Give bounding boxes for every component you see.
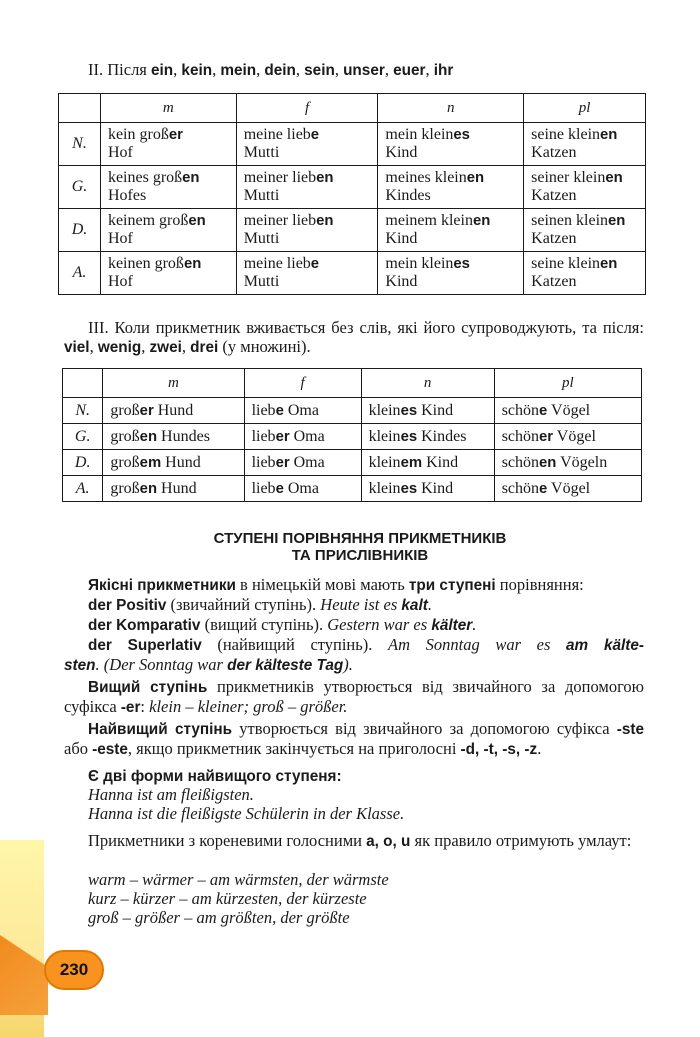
degrees-paragraph: Якісні прикметники в німецькій мові мають три ступені порівняння: der Positiv (звичайний ступінь). Heute ist es kalt. der Komparativ (вищий ступінь). Gestern war es kälter. der Superlativ (найвищий ступінь). Am Sonntag war es am kälte- sten. (Der Sonntag war der kälteste Tag).: [64, 575, 644, 674]
table-cell: lieber Oma: [244, 450, 361, 476]
header-f: f: [236, 94, 378, 123]
table-cell: mein kleines Kind: [378, 252, 524, 295]
case-label: A.: [63, 476, 103, 502]
table-cell: kleines Kind: [361, 398, 494, 424]
table-cell: großen Hundes: [103, 424, 244, 450]
header-m: m: [100, 94, 236, 123]
section-heading: [100, 530, 620, 564]
two-forms-title: Є дві форми найвищого ступеня:: [88, 768, 342, 785]
table-row: [63, 398, 642, 424]
declension-table-possessive: [58, 93, 646, 295]
table-cell: meiner lieben Mutti: [236, 166, 378, 209]
table-cell: liebe Oma: [244, 476, 361, 502]
example-line: groß – größer – am größten, der größte: [88, 908, 350, 927]
table-cell: kleines Kind: [361, 476, 494, 502]
table-cell: schöne Vögel: [494, 476, 641, 502]
case-label: D.: [59, 209, 101, 252]
table-cell: meinem kleinen Kind: [378, 209, 524, 252]
table-header-row: [63, 369, 642, 398]
header-f: f: [244, 369, 361, 398]
table-cell: seinen kleinen Katzen: [524, 209, 646, 252]
table-cell: meine liebe Mutti: [236, 123, 378, 166]
case-label: G.: [59, 166, 101, 209]
example-line: warm – wärmer – am wärmsten, der wärmste: [88, 870, 389, 889]
table-row: [59, 252, 646, 295]
page-number: 230: [44, 950, 104, 990]
table-cell: keinem großen Hof: [100, 209, 236, 252]
table-cell: lieber Oma: [244, 424, 361, 450]
table-row: [59, 166, 646, 209]
table-header-row: [59, 94, 646, 123]
table-cell: großer Hund: [103, 398, 244, 424]
header-pl: pl: [524, 94, 646, 123]
table-cell: meiner lieben Mutti: [236, 209, 378, 252]
table-cell: meines kleinen Kindes: [378, 166, 524, 209]
section-2-heading: II. Після ein, kein, mein, dein, sein, unser, euer, ihr: [88, 60, 454, 79]
umlaut-paragraph: Прикметники з кореневими голосними a, o, u як правило отримують умлаут:: [88, 831, 632, 850]
example-line: Hanna ist die fleißigste Schülerin in der Klasse.: [88, 804, 405, 823]
table-cell: meine liebe Mutti: [236, 252, 378, 295]
table-row: [63, 476, 642, 502]
table-cell: kleinem Kind: [361, 450, 494, 476]
table-cell: schöne Vögel: [494, 398, 641, 424]
table-row: [59, 123, 646, 166]
table-cell: schöner Vögel: [494, 424, 641, 450]
comparative-paragraph: Вищий ступінь прикметників утворюється від звичайного за допомогою суфікса -er: klein – kleiner; groß – größer.: [64, 677, 645, 716]
table-cell: mein kleines Kind: [378, 123, 524, 166]
table-cell: kleines Kindes: [361, 424, 494, 450]
case-label: D.: [63, 450, 103, 476]
header-m: m: [103, 369, 244, 398]
case-label: N.: [59, 123, 101, 166]
example-line: kurz – kürzer – am kürzesten, der kürzeste: [88, 889, 367, 908]
table-cell: schönen Vögeln: [494, 450, 641, 476]
table-cell: keinen großen Hof: [100, 252, 236, 295]
table-row: [63, 450, 642, 476]
table-row: [59, 209, 646, 252]
header-pl: pl: [494, 369, 641, 398]
table-cell: keines großen Hofes: [100, 166, 236, 209]
table-cell: seiner kleinen Katzen: [524, 166, 646, 209]
table-cell: liebe Oma: [244, 398, 361, 424]
case-label: N.: [63, 398, 103, 424]
header-n: n: [361, 369, 494, 398]
heading-line-1: СТУПЕНІ ПОРІВНЯННЯ ПРИКМЕТНИКІВ: [213, 530, 507, 547]
table-cell: großen Hund: [103, 476, 244, 502]
case-label: G.: [63, 424, 103, 450]
superlative-paragraph: Найвищий ступінь утворюється від звичайного за допомогою суфікса -ste або -este, якщо прикметник закінчується на приголосні -d, -t, -s, -z.: [64, 719, 644, 758]
corner-cell: [59, 94, 101, 123]
case-label: A.: [59, 252, 101, 295]
table-cell: seine kleinen Katzen: [524, 123, 646, 166]
corner-cell: [63, 369, 103, 398]
example-line: Hanna ist am fleißigsten.: [88, 785, 254, 804]
table-cell: kein großer Hof: [100, 123, 236, 166]
table-cell: großem Hund: [103, 450, 244, 476]
declension-table-no-article: [62, 368, 642, 502]
section-3-text: III. Коли прикметник вживається без слів, які його супроводжують, та після: viel, wenig, zwei, drei (у множині).: [64, 318, 644, 356]
header-n: n: [378, 94, 524, 123]
table-cell: seine kleinen Katzen: [524, 252, 646, 295]
heading-line-2: ТА ПРИСЛІВНИКІВ: [291, 547, 429, 564]
table-row: [63, 424, 642, 450]
